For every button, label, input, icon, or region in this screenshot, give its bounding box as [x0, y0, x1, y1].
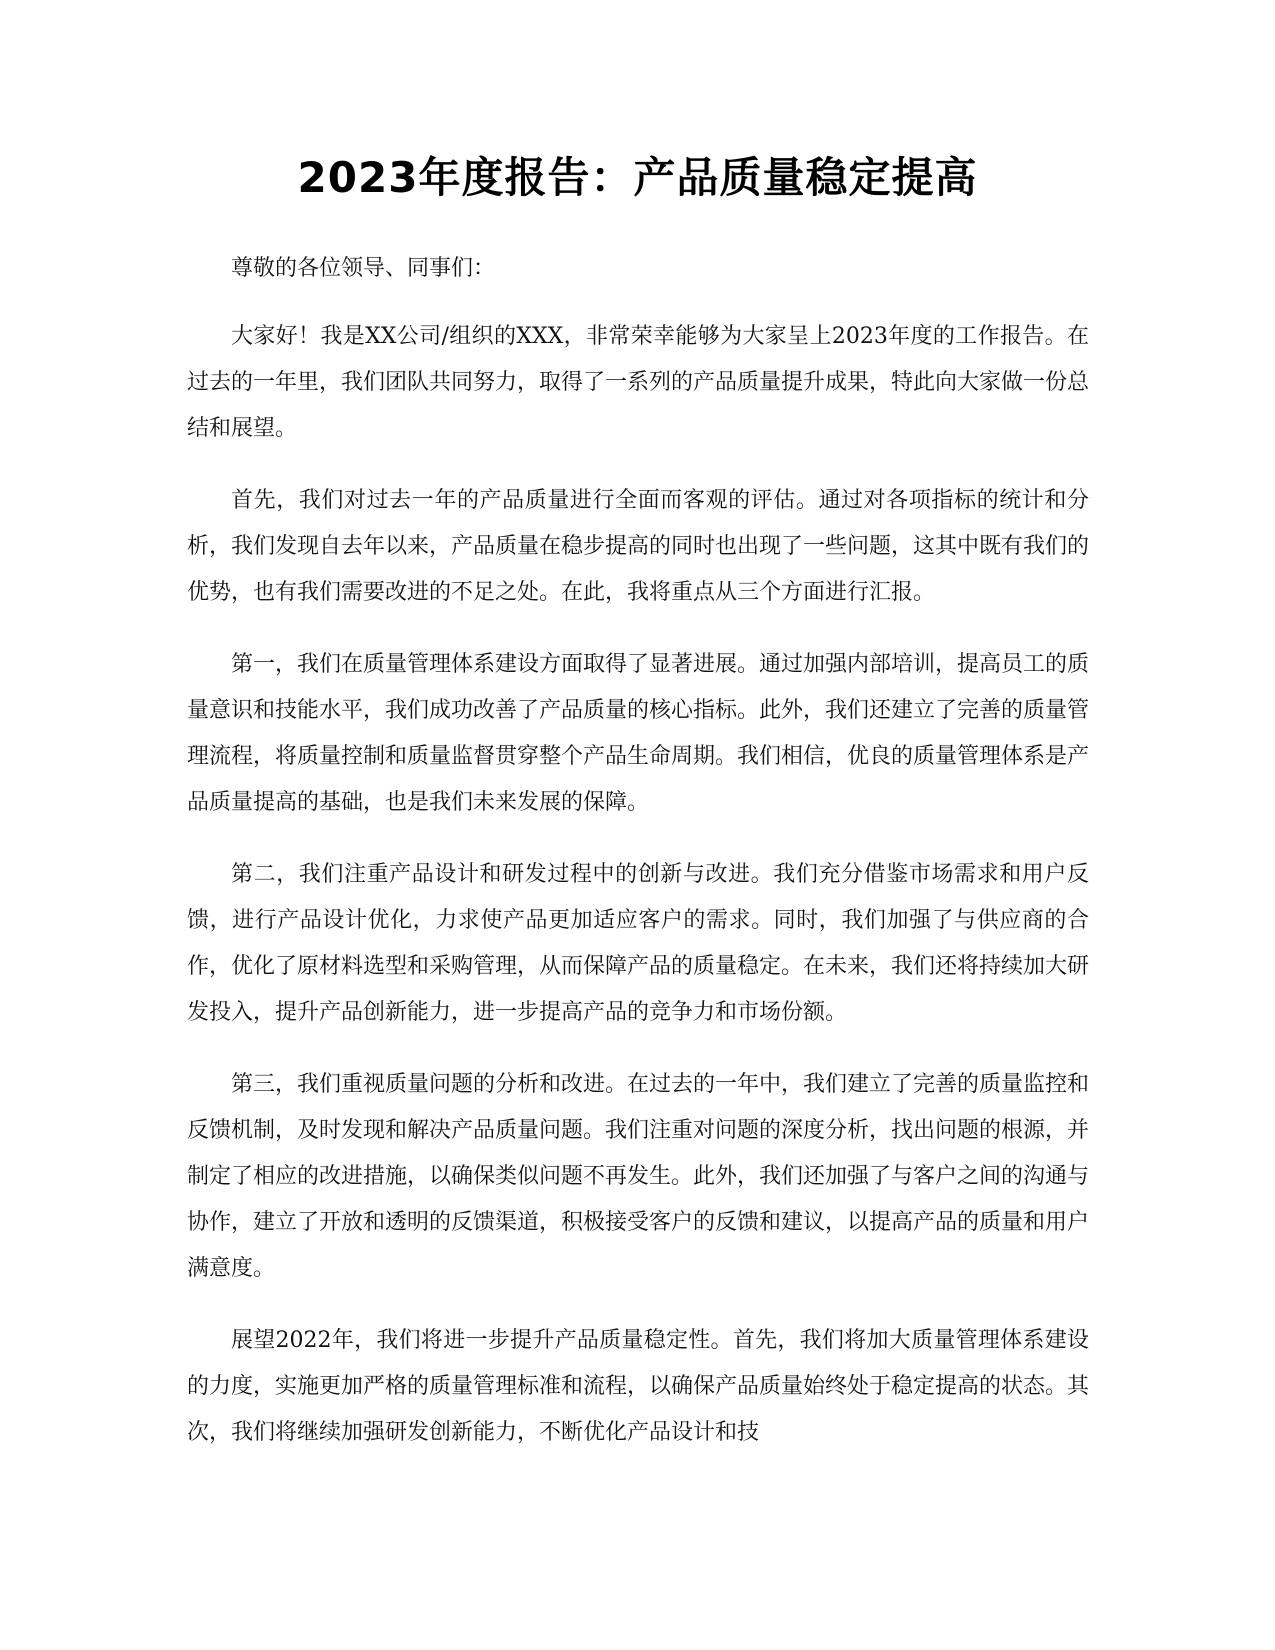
- paragraph-point-two: 第二，我们注重产品设计和研发过程中的创新与改进。我们充分借鉴市场需求和用户反馈，进行产品设计优化，力求使产品更加适应客户的需求。同时，我们加强了与供应商的合作，优化了原材料选型和采购管理，从而保障产品的质量稳定。在未来，我们还将持续加大研发投入，提升产品创新能力，进一步提高产品的竞争力和市场份额。: [187, 862, 1090, 1025]
- paragraph-evaluation: 首先，我们对过去一年的产品质量进行全面而客观的评估。通过对各项指标的统计和分析，我们发现自去年以来，产品质量在稳步提高的同时也出现了一些问题，这其中既有我们的优势，也有我们需要改进的不足之处。在此，我将重点从三个方面进行汇报。: [187, 488, 1090, 605]
- document-body: [187, 246, 1089, 1482]
- paragraph-point-three: 第三，我们重视质量问题的分析和改进。在过去的一年中，我们建立了完善的质量监控和反馈机制，及时发现和解决产品质量问题。我们注重对问题的深度分析，找出问题的根源，并制定了相应的改进措施，以确保类似问题不再发生。此外，我们还加强了与客户之间的沟通与协作，建立了开放和透明的反馈渠道，积极接受客户的反馈和建议，以提高产品的质量和用户满意度。: [187, 1072, 1090, 1281]
- paragraph-introduction: 大家好！我是XX公司/组织的XXX，非常荣幸能够为大家呈上2023年度的工作报告。在过去的一年里，我们团队共同努力，取得了一系列的产品质量提升成果，特此向大家做一份总结和展望。: [187, 324, 1090, 441]
- paragraph-outlook: 展望2022年，我们将进一步提升产品质量稳定性。首先，我们将加大质量管理体系建设的力度，实施更加严格的质量管理标准和流程，以确保产品质量始终处于稳定提高的状态。其次，我们将继续加强研发创新能力，不断优化产品设计和技: [187, 1328, 1090, 1445]
- paragraph-point-one: 第一，我们在质量管理体系建设方面取得了显著进展。通过加强内部培训，提高员工的质量意识和技能水平，我们成功改善了产品质量的核心指标。此外，我们还建立了完善的质量管理流程，将质量控制和质量监督贯穿整个产品生命周期。我们相信，优良的质量管理体系是产品质量提高的基础，也是我们未来发展的保障。: [187, 652, 1090, 815]
- document-title: 2023年度报告：产品质量稳定提高: [297, 153, 978, 202]
- paragraph-greeting: 尊敬的各位领导、同事们：: [231, 256, 496, 281]
